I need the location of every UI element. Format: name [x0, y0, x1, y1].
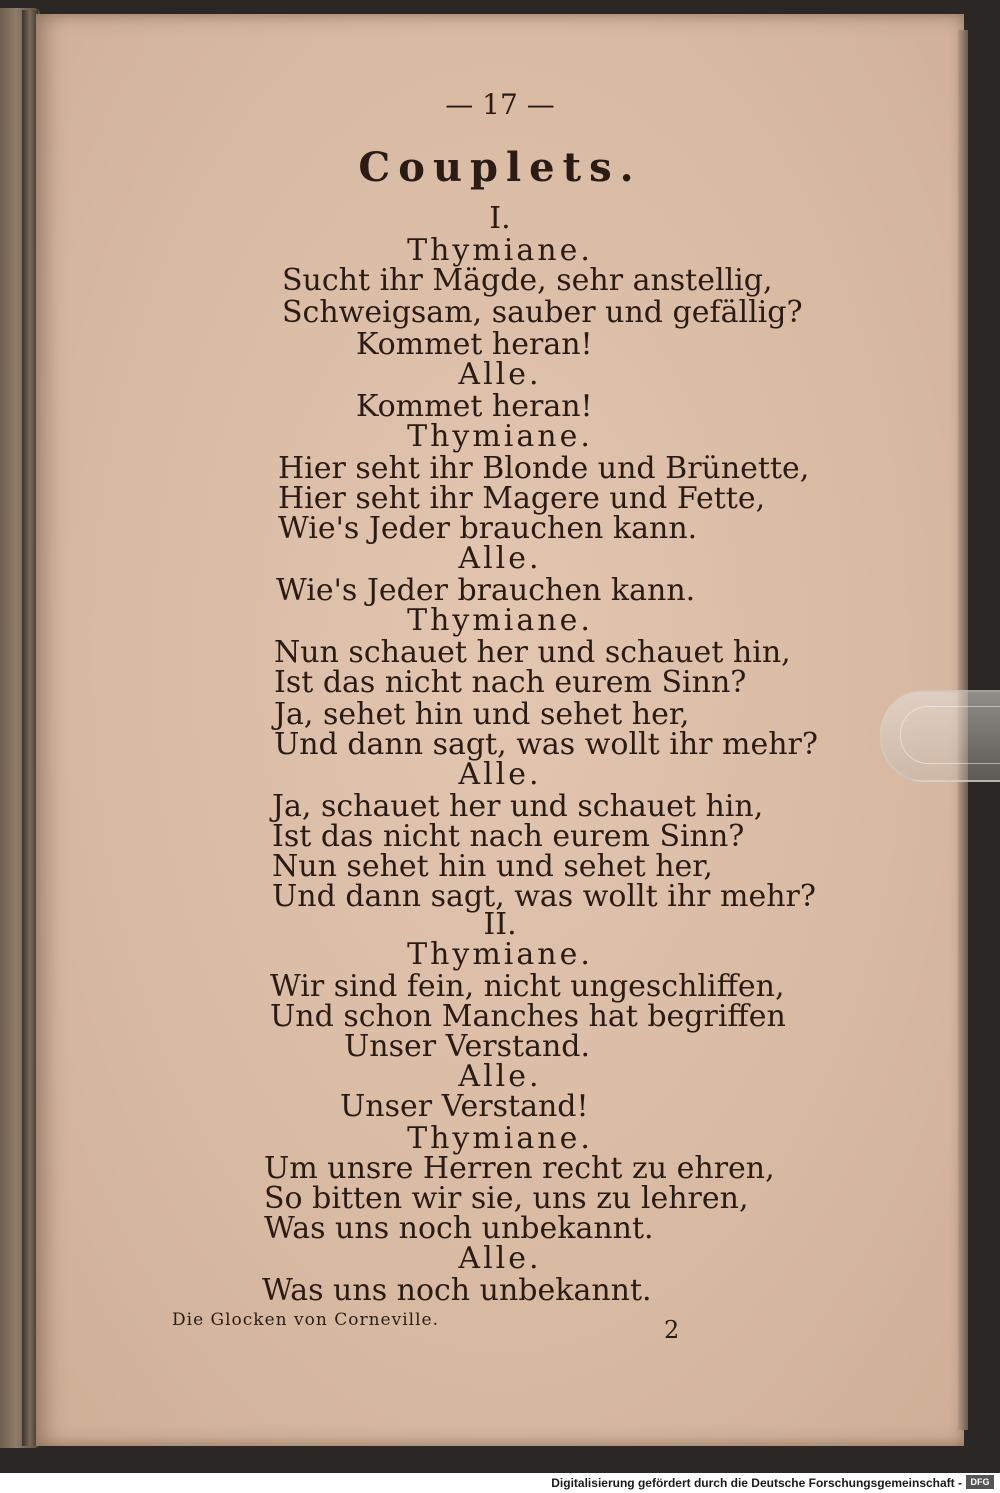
speaker-name: Thymiane.: [407, 233, 593, 268]
verse-line: Kommet heran!: [356, 327, 593, 362]
page-title: Couplets.: [358, 144, 642, 191]
verse-line: Nun sehet hin und sehet her,: [272, 849, 713, 884]
speaker-name: Thymiane.: [407, 419, 593, 454]
speaker-name: Thymiane.: [407, 937, 593, 972]
page-clip-highlight: [900, 706, 1000, 764]
speaker-name: Thymiane.: [407, 603, 593, 638]
verse-line: Unser Verstand.: [344, 1029, 591, 1064]
verse-line: Sucht ihr Mägde, sehr anstellig,: [282, 263, 773, 298]
verse-line: Unser Verstand!: [340, 1089, 589, 1124]
verse-line: Hier seht ihr Blonde und Brünette,: [278, 451, 810, 486]
verse-line: Ja, sehet hin und sehet her,: [274, 697, 690, 732]
speaker-name: Thymiane.: [407, 1121, 593, 1156]
speaker-name: Alle.: [458, 541, 542, 576]
verse-line: Ist das nicht nach eurem Sinn?: [272, 819, 745, 854]
verse-line: Was uns noch unbekannt.: [264, 1211, 654, 1246]
section-numeral: I.: [489, 201, 511, 236]
footer-title: Die Glocken von Corneville.: [172, 1310, 439, 1330]
funding-credit: Digitalisierung gefördert durch die Deutsche Forschungsgemeinschaft -: [551, 1476, 962, 1490]
verse-line: Und dann sagt, was wollt ihr mehr?: [274, 727, 818, 762]
speaker-name: Alle.: [458, 1241, 542, 1276]
verse-line: Wie's Jeder brauchen kann.: [278, 511, 698, 546]
verse-line: Um unsre Herren recht zu ehren,: [264, 1151, 775, 1186]
verse-line: Wir sind fein, nicht ungeschliffen,: [270, 969, 785, 1004]
verse-line: Nun schauet her und schauet hin,: [274, 635, 791, 670]
signature-mark: 2: [664, 1316, 680, 1344]
verse-line: Was uns noch unbekannt.: [262, 1273, 652, 1308]
verse-line: Kommet heran!: [356, 389, 593, 424]
section-numeral: II.: [483, 907, 517, 942]
verse-line: Wie's Jeder brauchen kann.: [276, 573, 696, 608]
dfg-logo: DFG: [966, 1475, 994, 1489]
speaker-name: Alle.: [458, 1059, 542, 1094]
verse-line: Hier seht ihr Magere und Fette,: [278, 481, 766, 516]
verse-line: Und schon Manches hat begriffen: [270, 999, 786, 1034]
page-number: — 17 —: [445, 88, 555, 121]
verse-line: Schweigsam, sauber und gefällig?: [282, 295, 803, 330]
verse-line: Und dann sagt, was wollt ihr mehr?: [272, 879, 816, 914]
speaker-name: Alle.: [458, 357, 542, 392]
verse-line: Ist das nicht nach eurem Sinn?: [274, 665, 747, 700]
verse-line: Ja, schauet her und schauet hin,: [272, 789, 764, 824]
speaker-name: Alle.: [458, 757, 542, 792]
verse-line: So bitten wir sie, uns zu lehren,: [264, 1181, 749, 1216]
